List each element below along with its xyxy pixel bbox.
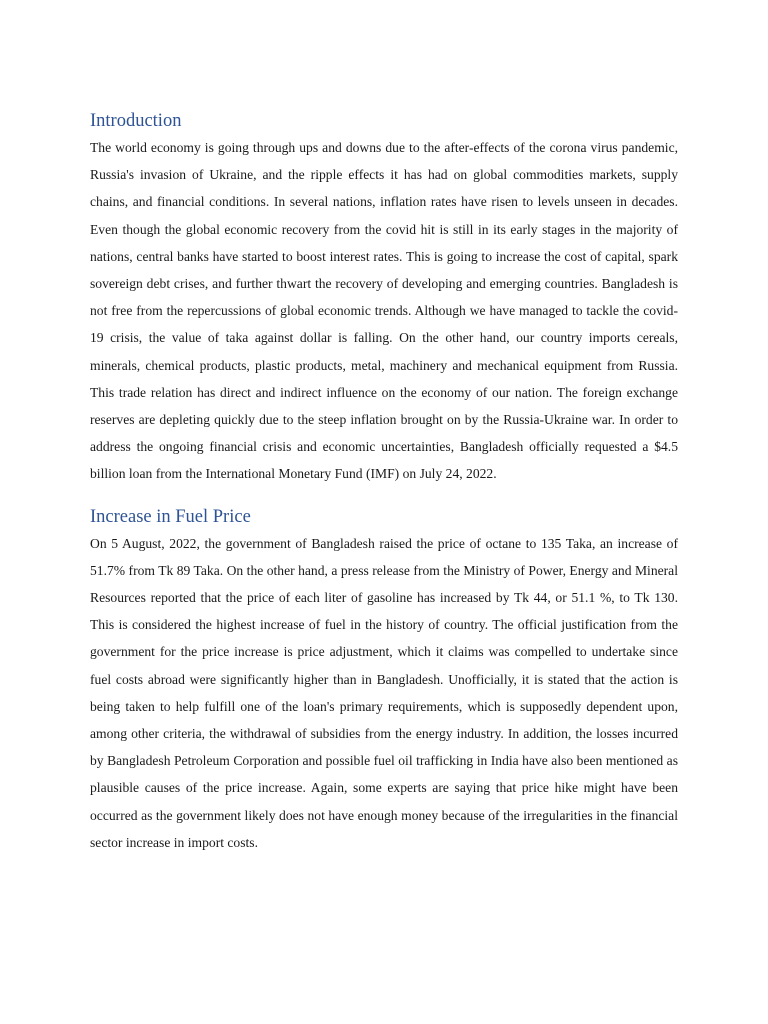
document-page	[90, 108, 678, 856]
section-paragraph: The world economy is going through ups and downs due to the after-effects of the corona virus pandemic, Russia's invasion of Ukraine, and the ripple effects it has had on global commodities markets, supply chains, and financial conditions. In several nations, inflation rates have risen to levels unseen in decades. Even though the global economic recovery from the covid hit is still in its early stages in the majority of nations, central banks have started to boost interest rates. This is going to increase the cost of capital, spark sovereign debt crises, and further thwart the recovery of developing and emerging countries. Bangladesh is not free from the repercussions of global economic trends. Although we have managed to tackle the covid-19 crisis, the value of taka against dollar is falling. On the other hand, our country imports cereals, minerals, chemical products, plastic products, metal, machinery and mechanical equipment from Russia. This trade relation has direct and indirect influence on the economy of our nation. The foreign exchange reserves are depleting quickly due to the steep inflation brought on by the Russia-Ukraine war. In order to address the ongoing financial crisis and economic uncertainties, Bangladesh officially requested a $4.5 billion loan from the International Monetary Fund (IMF) on July 24, 2022.	[90, 140, 678, 482]
section-introduction	[90, 108, 678, 488]
section-paragraph: On 5 August, 2022, the government of Bangladesh raised the price of octane to 135 Taka, an increase of 51.7% from Tk 89 Taka. On the other hand, a press release from the Ministry of Power, Energy and Mineral Resources reported that the price of each liter of gasoline has increased by Tk 44, or 51.1 %, to Tk 130. This is considered the highest increase of fuel in the history of country. The official justification from the government for the price increase is price adjustment, which it claims was compelled to undertake since fuel costs abroad were significantly higher than in Bangladesh. Unofficially, it is stated that the action is being taken to help fulfill one of the loan's primary requirements, which is supposedly dependent upon, among other criteria, the withdrawal of subsidies from the energy industry. In addition, the losses incurred by Bangladesh Petroleum Corporation and possible fuel oil trafficking in India have also been mentioned as plausible causes of the price increase. Again, some experts are saying that price hike might have been occurred as the government likely does not have enough money because of the irregularities in the financial sector increase in import costs.	[90, 535, 678, 850]
section-heading: Increase in Fuel Price	[90, 506, 251, 527]
section-fuel-price	[90, 504, 678, 856]
section-heading: Introduction	[90, 111, 182, 131]
